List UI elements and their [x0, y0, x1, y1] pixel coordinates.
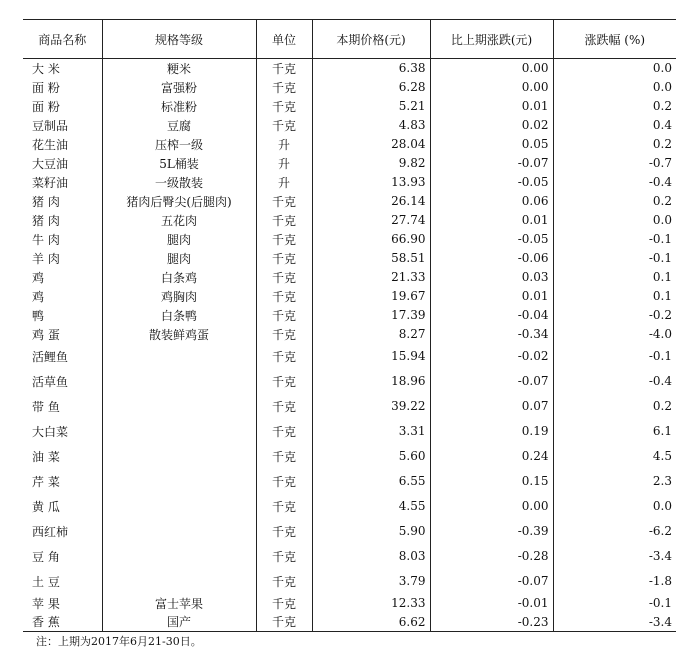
cell-change-pct: -0.7 — [553, 154, 676, 173]
cell-spec-grade — [102, 569, 256, 594]
cell-change-pct: 0.0 — [553, 211, 676, 230]
cell-current-price: 27.74 — [312, 211, 430, 230]
cell-unit: 升 — [256, 135, 312, 154]
table-row — [23, 369, 676, 394]
cell-unit: 千克 — [256, 519, 312, 544]
cell-change-pct: -0.1 — [553, 344, 676, 369]
cell-product-name: 香 蕉 — [23, 613, 102, 632]
cell-spec-grade: 富强粉 — [102, 78, 256, 97]
cell-spec-grade: 猪肉后臀尖(后腿肉) — [102, 192, 256, 211]
cell-change-pct: 2.3 — [553, 469, 676, 494]
cell-change: 0.02 — [430, 116, 553, 135]
cell-unit: 千克 — [256, 78, 312, 97]
cell-change-pct: -0.1 — [553, 249, 676, 268]
cell-unit: 升 — [256, 173, 312, 192]
cell-spec-grade: 白条鸭 — [102, 306, 256, 325]
cell-unit: 千克 — [256, 306, 312, 325]
cell-unit: 千克 — [256, 97, 312, 116]
cell-current-price: 26.14 — [312, 192, 430, 211]
cell-unit: 千克 — [256, 469, 312, 494]
cell-change: 0.01 — [430, 287, 553, 306]
cell-spec-grade: 腿肉 — [102, 230, 256, 249]
table-row — [23, 419, 676, 444]
table-row — [23, 268, 676, 287]
cell-change: -0.34 — [430, 325, 553, 344]
cell-current-price: 4.83 — [312, 116, 430, 135]
cell-change: 0.03 — [430, 268, 553, 287]
header-row — [23, 20, 676, 59]
cell-change: 0.07 — [430, 394, 553, 419]
cell-unit: 千克 — [256, 494, 312, 519]
cell-product-name: 面 粉 — [32, 80, 60, 95]
cell-spec-grade: 粳米 — [102, 59, 256, 78]
cell-current-price: 3.31 — [312, 419, 430, 444]
cell-current-price: 3.79 — [312, 569, 430, 594]
table-row — [23, 154, 676, 173]
cell-spec-grade — [102, 469, 256, 494]
cell-current-price: 21.33 — [312, 268, 430, 287]
cell-change-pct: 0.2 — [553, 192, 676, 211]
cell-spec-grade: 鸡胸肉 — [102, 287, 256, 306]
cell-product-name: 鸡 蛋 — [32, 327, 60, 342]
cell-spec-grade — [102, 444, 256, 469]
cell-spec-grade — [102, 394, 256, 419]
cell-change-pct: -3.4 — [553, 544, 676, 569]
cell-change-pct: -0.4 — [553, 173, 676, 192]
cell-unit: 千克 — [256, 394, 312, 419]
cell-change: 0.15 — [430, 469, 553, 494]
cell-product-name: 黄 瓜 — [32, 499, 60, 514]
cell-product-name: 芹 菜 — [32, 474, 60, 489]
cell-unit: 千克 — [256, 325, 312, 344]
cell-current-price: 5.60 — [312, 444, 430, 469]
cell-change: -0.05 — [430, 230, 553, 249]
table-row — [23, 306, 676, 325]
cell-product-name: 大 米 — [32, 61, 60, 76]
cell-change-pct: -4.0 — [553, 325, 676, 344]
cell-current-price: 6.62 — [312, 613, 430, 632]
cell-change-pct: 0.2 — [553, 394, 676, 419]
cell-product-name: 猪 肉 — [32, 194, 60, 209]
cell-unit: 千克 — [256, 344, 312, 369]
table-row — [23, 287, 676, 306]
cell-change-pct: -6.2 — [553, 519, 676, 544]
cell-change: -0.07 — [430, 369, 553, 394]
table-row — [23, 394, 676, 419]
cell-spec-grade: 散装鲜鸡蛋 — [102, 325, 256, 344]
cell-product-name: 鸡 — [32, 289, 45, 304]
cell-current-price: 17.39 — [312, 306, 430, 325]
cell-change-pct: -0.1 — [553, 594, 676, 613]
table-row — [23, 494, 676, 519]
price-table-container — [23, 19, 676, 632]
header-spec-grade: 规格等级 — [102, 20, 256, 59]
cell-change-pct: 6.1 — [553, 419, 676, 444]
cell-change: -0.05 — [430, 173, 553, 192]
footnote: 注：上期为2017年6月21-30日。 — [36, 635, 202, 648]
cell-product-name: 带 鱼 — [32, 399, 60, 414]
cell-current-price: 28.04 — [312, 135, 430, 154]
cell-change-pct: 0.0 — [553, 78, 676, 97]
cell-change: 0.19 — [430, 419, 553, 444]
cell-current-price: 12.33 — [312, 594, 430, 613]
cell-change: -0.02 — [430, 344, 553, 369]
cell-change: 0.01 — [430, 211, 553, 230]
table-row — [23, 116, 676, 135]
cell-unit: 千克 — [256, 544, 312, 569]
table-row — [23, 173, 676, 192]
cell-current-price: 13.93 — [312, 173, 430, 192]
cell-change: -0.07 — [430, 569, 553, 594]
cell-change-pct: 0.4 — [553, 116, 676, 135]
table-row — [23, 211, 676, 230]
header-change: 比上期涨跌(元) — [430, 20, 553, 59]
cell-current-price: 39.22 — [312, 394, 430, 419]
cell-unit: 千克 — [256, 249, 312, 268]
table-row — [23, 544, 676, 569]
table-row — [23, 344, 676, 369]
table-row — [23, 519, 676, 544]
cell-change: -0.04 — [430, 306, 553, 325]
header-unit: 单位 — [256, 20, 312, 59]
cell-product-name: 羊 肉 — [32, 251, 60, 266]
cell-unit: 千克 — [256, 444, 312, 469]
cell-change: 0.00 — [430, 59, 553, 78]
cell-change: -0.39 — [430, 519, 553, 544]
table-row — [23, 135, 676, 154]
cell-change: 0.01 — [430, 97, 553, 116]
cell-spec-grade: 五花肉 — [102, 211, 256, 230]
table-row — [23, 78, 676, 97]
cell-current-price: 58.51 — [312, 249, 430, 268]
cell-current-price: 66.90 — [312, 230, 430, 249]
cell-unit: 千克 — [256, 211, 312, 230]
table-row — [23, 230, 676, 249]
cell-current-price: 19.67 — [312, 287, 430, 306]
header-current-price: 本期价格(元) — [312, 20, 430, 59]
cell-current-price: 18.96 — [312, 369, 430, 394]
cell-change-pct: 0.2 — [553, 97, 676, 116]
cell-unit: 千克 — [256, 419, 312, 444]
cell-change-pct: 0.1 — [553, 268, 676, 287]
cell-change-pct: 0.1 — [553, 287, 676, 306]
table-row — [23, 59, 676, 78]
cell-change: -0.01 — [430, 594, 553, 613]
table-row — [23, 97, 676, 116]
cell-unit: 千克 — [256, 569, 312, 594]
cell-unit: 千克 — [256, 230, 312, 249]
cell-unit: 千克 — [256, 613, 312, 632]
cell-current-price: 6.55 — [312, 469, 430, 494]
cell-unit: 千克 — [256, 59, 312, 78]
table-row — [23, 569, 676, 594]
cell-spec-grade — [102, 344, 256, 369]
price-table — [23, 19, 676, 632]
cell-product-name: 面 粉 — [32, 99, 60, 114]
header-product-name: 商品名称 — [23, 20, 102, 59]
cell-current-price: 9.82 — [312, 154, 430, 173]
cell-change: 0.06 — [430, 192, 553, 211]
table-row — [23, 613, 676, 632]
cell-spec-grade: 5L桶装 — [102, 154, 256, 173]
cell-spec-grade: 压榨一级 — [102, 135, 256, 154]
cell-product-name: 牛 肉 — [32, 232, 60, 247]
cell-spec-grade — [102, 494, 256, 519]
cell-unit: 千克 — [256, 369, 312, 394]
table-row — [23, 594, 676, 613]
table-row — [23, 444, 676, 469]
cell-change-pct: -3.4 — [553, 613, 676, 632]
cell-current-price: 5.21 — [312, 97, 430, 116]
cell-change: 0.24 — [430, 444, 553, 469]
cell-product-name: 猪 肉 — [32, 213, 60, 228]
cell-change: -0.28 — [430, 544, 553, 569]
cell-change-pct: -0.2 — [553, 306, 676, 325]
table-row — [23, 469, 676, 494]
cell-spec-grade: 白条鸡 — [102, 268, 256, 287]
cell-product-name: 油 菜 — [32, 449, 60, 464]
cell-unit: 千克 — [256, 287, 312, 306]
header-change-pct: 涨跌幅 (%) — [553, 20, 676, 59]
cell-product-name: 活鲤鱼 — [32, 349, 69, 364]
cell-change-pct: 0.0 — [553, 59, 676, 78]
cell-spec-grade: 富士苹果 — [102, 594, 256, 613]
cell-spec-grade: 国产 — [102, 613, 256, 632]
cell-change-pct: -1.8 — [553, 569, 676, 594]
cell-unit: 千克 — [256, 594, 312, 613]
cell-change: -0.06 — [430, 249, 553, 268]
cell-product-name: 豆 角 — [32, 549, 60, 564]
cell-change-pct: 4.5 — [553, 444, 676, 469]
cell-change: 0.00 — [430, 78, 553, 97]
cell-spec-grade: 豆腐 — [102, 116, 256, 135]
cell-change: -0.07 — [430, 154, 553, 173]
table-row — [23, 325, 676, 344]
cell-product-name: 大白菜 — [32, 424, 69, 439]
cell-current-price: 5.90 — [312, 519, 430, 544]
cell-spec-grade: 一级散装 — [102, 173, 256, 192]
cell-product-name: 西红柿 — [32, 524, 69, 539]
cell-product-name: 活草鱼 — [32, 374, 69, 389]
cell-product-name: 菜籽油 — [32, 175, 69, 190]
cell-current-price: 8.03 — [312, 544, 430, 569]
cell-current-price: 15.94 — [312, 344, 430, 369]
table-row — [23, 249, 676, 268]
cell-current-price: 6.38 — [312, 59, 430, 78]
cell-unit: 千克 — [256, 268, 312, 287]
cell-change: 0.05 — [430, 135, 553, 154]
cell-current-price: 8.27 — [312, 325, 430, 344]
table-row — [23, 192, 676, 211]
cell-product-name: 土 豆 — [32, 574, 60, 589]
cell-product-name: 花生油 — [32, 137, 69, 152]
table-body — [23, 59, 676, 632]
cell-product-name: 鸡 — [32, 270, 45, 285]
cell-change-pct: 0.0 — [553, 494, 676, 519]
cell-product-name: 豆制品 — [32, 118, 69, 133]
cell-spec-grade — [102, 419, 256, 444]
cell-spec-grade — [102, 369, 256, 394]
cell-product-name: 苹 果 — [32, 596, 60, 611]
cell-spec-grade: 腿肉 — [102, 249, 256, 268]
cell-unit: 千克 — [256, 192, 312, 211]
cell-current-price: 6.28 — [312, 78, 430, 97]
cell-product-name: 鸭 — [32, 308, 45, 323]
cell-change-pct: -0.4 — [553, 369, 676, 394]
cell-product-name: 大豆油 — [32, 156, 69, 171]
cell-change-pct: -0.1 — [553, 230, 676, 249]
cell-change-pct: 0.2 — [553, 135, 676, 154]
cell-spec-grade: 标准粉 — [102, 97, 256, 116]
cell-change: -0.23 — [430, 613, 553, 632]
cell-unit: 千克 — [256, 116, 312, 135]
cell-spec-grade — [102, 544, 256, 569]
cell-unit: 升 — [256, 154, 312, 173]
cell-current-price: 4.55 — [312, 494, 430, 519]
cell-change: 0.00 — [430, 494, 553, 519]
cell-spec-grade — [102, 519, 256, 544]
